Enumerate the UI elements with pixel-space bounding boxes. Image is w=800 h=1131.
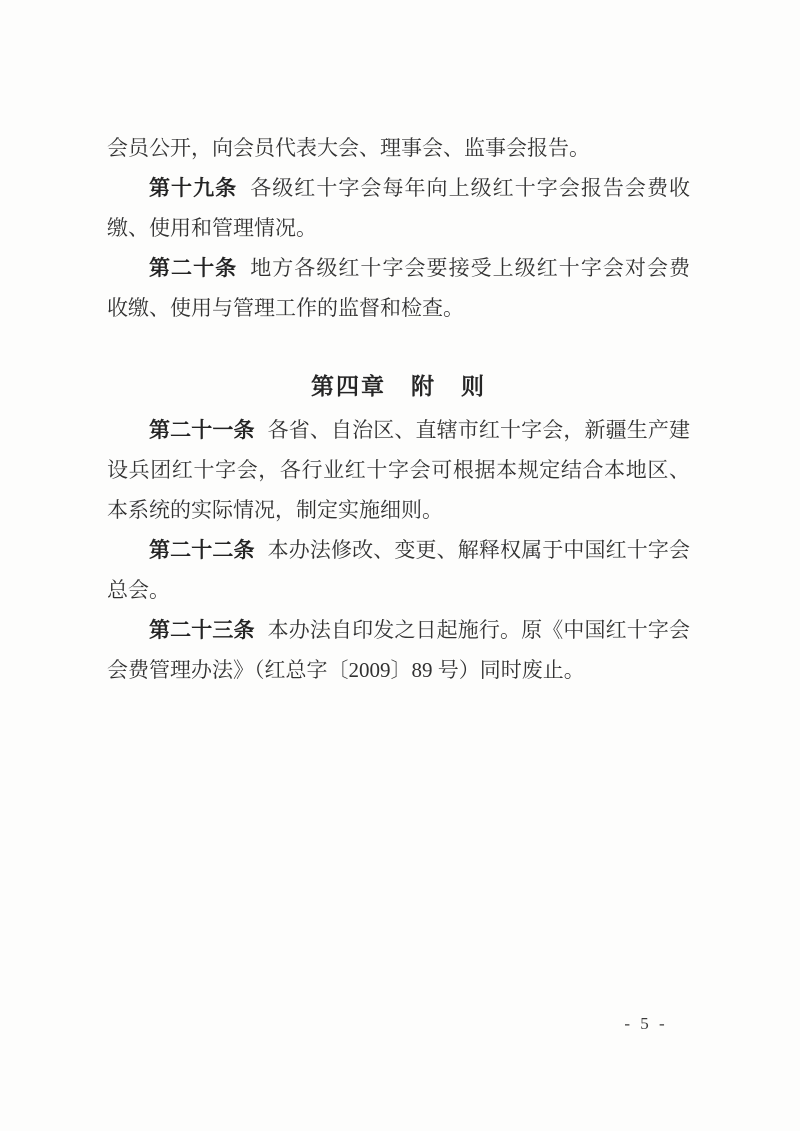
- article-number: 第二十二条: [149, 538, 255, 562]
- body-text: 缴、使用和管理情况。: [107, 216, 317, 240]
- text-line: [107, 570, 690, 610]
- text-line: [107, 490, 690, 530]
- text-line: [107, 410, 690, 450]
- page-number: - 5 -: [624, 1014, 668, 1033]
- body-text: 本系统的实际情况，制定实施细则。: [107, 498, 443, 522]
- text-line: [107, 128, 690, 168]
- body-text: 地方各级红十字会要接受上级红十字会对会费: [250, 256, 691, 280]
- body-text: 会员公开，向会员代表大会、理事会、监事会报告。: [107, 136, 590, 160]
- text-line: [107, 610, 690, 650]
- body-text: 本办法修改、变更、解释权属于中国红十字会: [267, 538, 690, 562]
- body-text: 本办法自印发之日起施行。原《中国红十字会: [267, 618, 690, 642]
- text-line: [107, 450, 690, 490]
- text-line: [107, 208, 690, 248]
- text-line: [107, 530, 690, 570]
- chapter-heading: [107, 366, 690, 406]
- article-number: 第二十条: [149, 256, 238, 280]
- body-text: 第四章 附 则: [311, 373, 486, 399]
- text-line: [107, 168, 690, 208]
- article-number: 第二十三条: [149, 618, 255, 642]
- body-text: 总会。: [107, 578, 170, 602]
- text-line: [107, 650, 690, 690]
- body-text: 各省、自治区、直辖市红十字会，新疆生产建: [267, 418, 690, 442]
- body-text: 收缴、使用与管理工作的监督和检查。: [107, 296, 464, 320]
- text-line: [107, 288, 690, 328]
- article-number: 第二十一条: [149, 418, 255, 442]
- body-text: 会费管理办法》（红总字〔2009〕89 号）同时废止。: [107, 658, 585, 682]
- article-number: 第十九条: [149, 176, 238, 200]
- body-text: 各级红十字会每年向上级红十字会报告会费收: [250, 176, 691, 200]
- text-line: [107, 248, 690, 288]
- body-text: 设兵团红十字会，各行业红十字会可根据本规定结合本地区、: [107, 458, 690, 482]
- document-body: [107, 128, 690, 690]
